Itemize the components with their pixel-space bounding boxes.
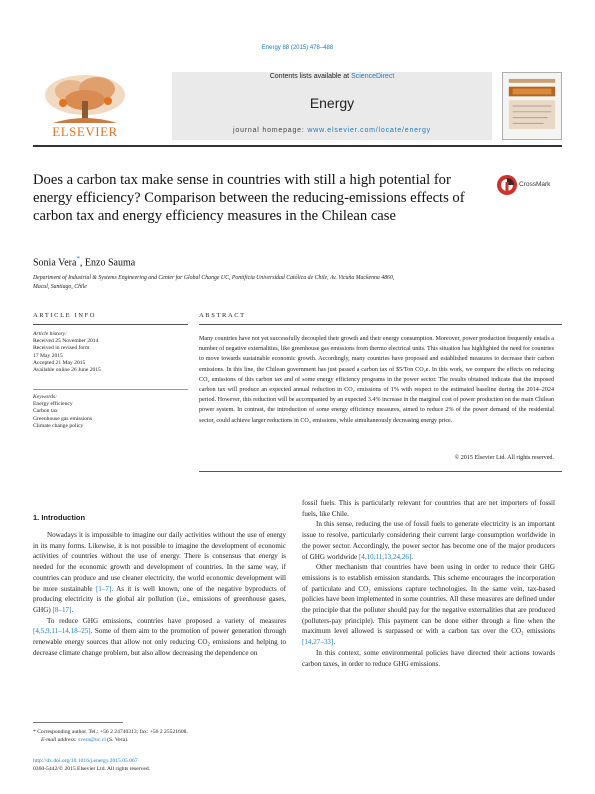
keyword-item: Climate change policy <box>33 422 84 429</box>
footnote-line <box>33 728 293 736</box>
author-name[interactable]: Sonia Vera <box>33 257 77 269</box>
citation-link[interactable]: [4,10,11,13,24,26] <box>358 552 412 561</box>
affiliation-line: Macul, Santiago, Chile <box>33 283 87 290</box>
doi-link[interactable]: http://dx.doi.org/10.1016/j.energy.2015.05.067 <box>33 758 138 764</box>
keyword-item: Energy efficiency <box>33 401 73 408</box>
paragraph-text: Nowadays it is impossible to imagine our daily activities without the use of energy in its many forms. Likewise, it is not possible to imagine the development of economic activities of countries without the use of energy. There is consensus that energy is needed for the economic growth and development of countries. In the same way, if countries can produce and use cleaner electricity, the world economic development will be more sustainable <box>33 531 286 593</box>
citation-link[interactable]: [4,5,9,11–14,18–25] <box>33 627 91 636</box>
contents-available <box>172 73 492 80</box>
citation-link[interactable]: [8–17] <box>52 605 72 614</box>
history-item: Received in revised form <box>33 345 90 352</box>
history-item: 17 May 2015 <box>33 352 63 359</box>
history-item: Accepted 21 May 2015 <box>33 359 86 366</box>
journal-homepage <box>172 127 492 134</box>
paragraph-text: In this context, some environmental policies have directed their actions towards carbon taxes, in order to reduce GHG emissions. <box>302 648 555 668</box>
paragraph <box>302 519 555 562</box>
affiliation <box>33 274 503 291</box>
footnote-mark: * <box>33 729 36 735</box>
footnote-text: Corresponding author. Tel.: +56 2 24740313; fax: +56 2 25521608. <box>37 729 188 735</box>
citation-link[interactable]: [1–7] <box>95 584 112 593</box>
keyword-item: Carbon tax <box>33 408 58 415</box>
article-info-heading: ARTICLE INFO <box>33 312 97 319</box>
paragraph-text: . <box>411 552 414 561</box>
email-suffix: (S. Vera). <box>105 737 129 743</box>
email-label: E-mail address: <box>41 737 77 743</box>
homepage-prefix: journal homepage: <box>233 127 305 134</box>
citation-link[interactable]: [14,27–33] <box>302 638 334 647</box>
corresponding-author-mark[interactable]: * <box>76 255 80 263</box>
keywords <box>33 394 188 430</box>
journal-citation[interactable]: Energy 88 (2015) 478–488 <box>261 45 334 51</box>
author-separator: , <box>79 257 85 269</box>
abstract-text: Many countries have not yet successfully decoupled their growth and their energy consumption. Moreover, power production frequently entails a number of negative externalities, like greenhouse gas emissions from thermo electrical units. This situation has highlighted the need for countries to move towards sustainable economic growth. Accordingly, many countries have proposed and established measures to decrease their carbon emissions. In this line, the Chilean government has just passed a carbon tax of $5/Ton CO₂e. In this work, we compare the effects on reducing CO₂ emissions of this carbon tax and of some energy efficiency programs in the power sector. The results obtained indicate that the imposed carbon tax will produce an expected annual reduction in CO₂ emissions of 1% with respect to the estimated baseline during the 2014–2024 period. However, this reduction will be accompanied by an expected 3.4% increase in the marginal cost of power production on the main Chilean power system. In contrast, the introduction of some energy efficiency measures, aimed to reduce 2% of the power demand of the residential sector, could achieve larger reductions in CO₂ emissions, while simultaneously decreasing energy price. <box>199 336 554 424</box>
abstract-copyright: © 2015 Elsevier Ltd. All rights reserved. <box>454 455 554 461</box>
homepage-link[interactable]: www.elsevier.com/locate/energy <box>307 127 431 134</box>
history-item: Available online 26 June 2015 <box>33 367 101 374</box>
paragraph-text: . As it is well known, one of the negative byproducts of producing electricity is the global air pollution (i.e., emissions of greenhouse gases, GHG) <box>33 584 286 614</box>
keywords-rule <box>33 389 188 390</box>
footnote-rule <box>33 722 123 723</box>
footnote-line <box>33 736 293 744</box>
abstract-bottom-rule <box>199 471 562 472</box>
body-right-column <box>302 498 555 669</box>
paragraph <box>302 648 555 669</box>
affiliation-line: Department of Industrial & Systems Engineering and Center for Global Change UC, Pontificia Universidad Católica de Chile, Av. Vicuña Mackenna 4860, <box>33 275 395 281</box>
journal-name: Energy <box>309 95 355 111</box>
header-divider <box>33 145 562 147</box>
paragraph <box>302 498 555 519</box>
paragraph-text: . <box>71 605 74 614</box>
body-left-column <box>33 530 286 658</box>
abstract-heading: ABSTRACT <box>199 312 246 319</box>
article-history <box>33 331 188 374</box>
authors-line <box>33 255 135 268</box>
article-title: Does a carbon tax make sense in countries with still a high potential for energy efficiency? Comparison between the reducing-emissions effects of carbon tax and energy efficiency measures in the Chilean case <box>33 172 465 224</box>
crossmark-button[interactable] <box>496 174 562 196</box>
elsevier-wordmark: ELSEVIER <box>52 124 118 139</box>
journal-cover-thumbnail <box>502 72 562 140</box>
paragraph-text: In this sense, reducing the use of fossil fuels to generate electricity is an important issue to resolve, particularly considering their current large consumption worldwide in the power sector. Accordingly, the power sector has become one of the major producers of GHG worldwide <box>302 520 555 561</box>
paragraph <box>302 562 555 648</box>
sciencedirect-link[interactable]: ScienceDirect <box>351 73 395 80</box>
footnote <box>33 728 293 744</box>
paragraph-text: Other mechanism that countries have been using in order to reduce their GHG emissions is to establish emission standards. This scheme encourages the incorporation of particulate and CO₂ emissions capture technologies. In the same vein, tax-based policies have been implemented in some countries. All these measures are defined under the principle that the polluter should pay for the negative externalities that are produced (polluters-pay principle). This payment can be done either through a fine when the maximum level allowed is surpassed or with a carbon tax over the CO₂ emissions <box>302 563 555 636</box>
crossmark-label: CrossMark <box>519 181 551 188</box>
paragraph-text: . Some of them aim to the promotion of power generation through renewable energy sources that allow not only reducing CO₂ emissions and helping to decrease climate change problem, but also allow decreasing the dependence on <box>33 627 286 657</box>
paragraph-text: fossil fuels. This is particularly relevant for countries that are net importers of fossil fuels, like Chile. <box>302 499 555 518</box>
article-info-rule <box>33 324 188 325</box>
license-text: 0360-5442/© 2015 Elsevier Ltd. All rights reserved. <box>33 766 151 772</box>
paragraph-text: . <box>333 638 336 647</box>
author-name[interactable]: Enzo Sauma <box>84 257 136 269</box>
elsevier-tree-logo-icon <box>33 73 137 125</box>
paragraph <box>33 616 286 659</box>
paragraph <box>33 530 286 616</box>
paragraph-text: To reduce GHG emissions, countries have proposed a variety of measures <box>47 616 286 625</box>
section-heading-introduction: 1. Introduction <box>33 513 86 522</box>
email-link[interactable]: svera@uc.cl <box>78 737 106 743</box>
history-item: Received 25 November 2014 <box>33 338 99 345</box>
keywords-label: Keywords: <box>33 394 58 400</box>
crossmark-icon <box>496 174 518 196</box>
doi-block <box>33 757 293 773</box>
abstract-rule <box>199 324 562 325</box>
history-label: Article history: <box>33 331 68 337</box>
contents-prefix: Contents lists available at <box>269 73 350 80</box>
keyword-item: Greenhouse gas emissions <box>33 415 93 422</box>
